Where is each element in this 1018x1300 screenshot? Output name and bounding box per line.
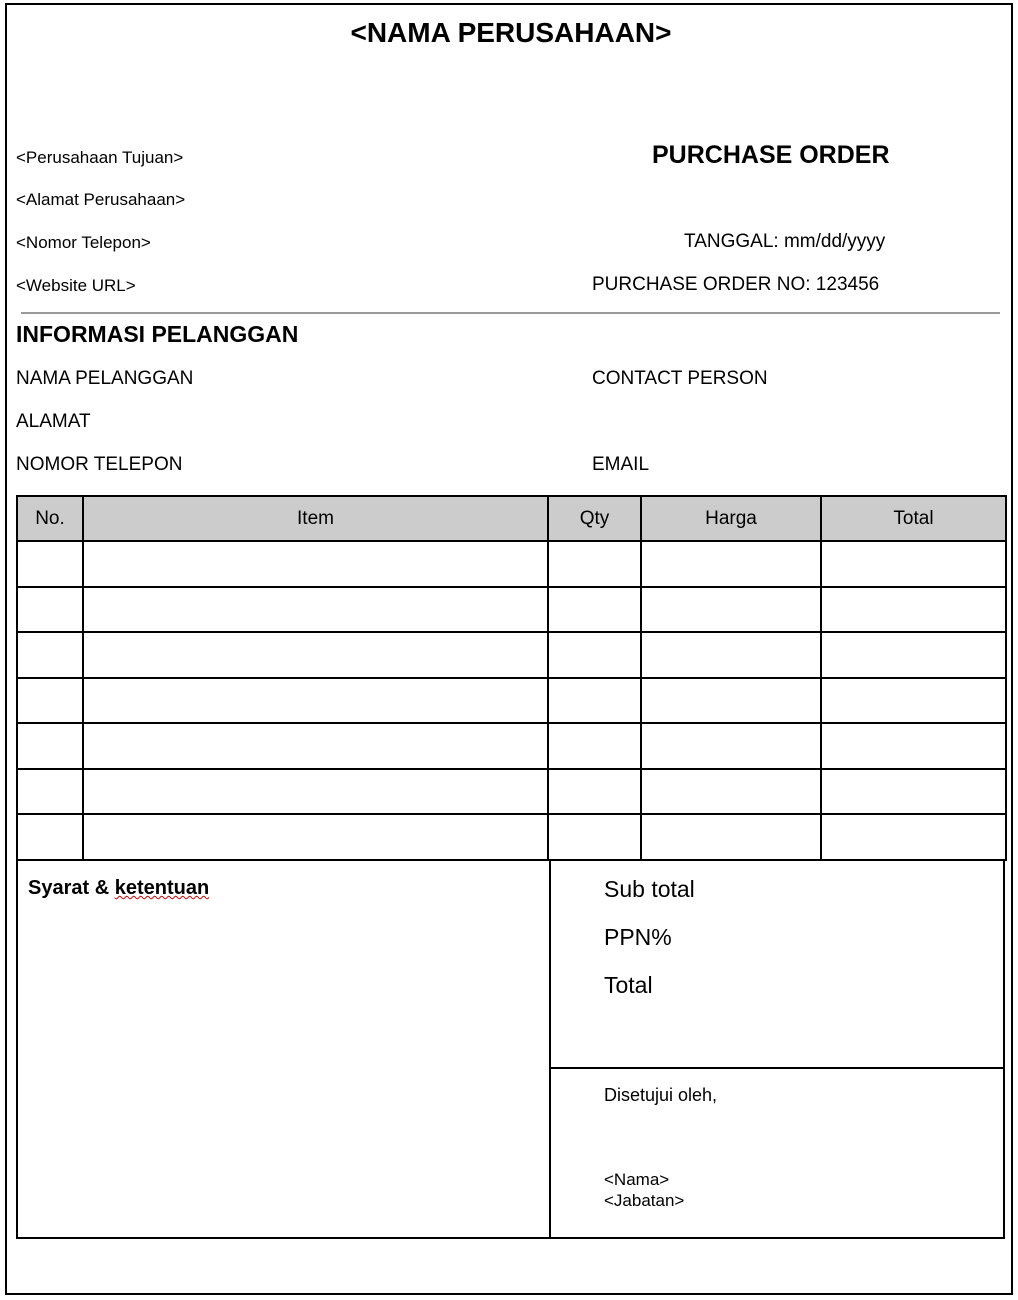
document-title: PURCHASE ORDER [652,141,890,169]
table-cell[interactable] [821,678,1006,724]
recipient-address: <Alamat Perusahaan> [16,190,186,209]
table-cell[interactable] [641,587,821,633]
table-cell[interactable] [83,769,548,815]
table-cell[interactable] [17,769,83,815]
table-cell[interactable] [83,587,548,633]
customer-phone-label: NOMOR TELEPON [16,454,183,475]
column-header-price: Harga [641,496,821,541]
table-row [17,678,1006,724]
table-cell[interactable] [641,769,821,815]
tax-label: PPN% [604,924,672,950]
table-cell[interactable] [17,632,83,678]
company-name: <NAMA PERUSAHAAN> [350,17,672,48]
table-cell[interactable] [821,723,1006,769]
terms-label-spellcheck-word: ketentuan [114,877,210,899]
column-header-item: Item [83,496,548,541]
table-cell[interactable] [821,541,1006,587]
table-cell[interactable] [17,541,83,587]
table-cell[interactable] [548,723,641,769]
table-cell[interactable] [641,723,821,769]
table-cell[interactable] [548,632,641,678]
table-cell[interactable] [83,723,548,769]
table-row [17,632,1006,678]
customer-section-title: INFORMASI PELANGGAN [16,321,299,347]
table-cell[interactable] [641,678,821,724]
table-cell[interactable] [17,587,83,633]
order-date: TANGGAL: mm/dd/yyyy [684,231,886,252]
customer-address-label: ALAMAT [16,411,91,432]
approver-position: <Jabatan> [604,1191,685,1210]
table-cell[interactable] [83,632,548,678]
total-label: Total [604,972,653,998]
recipient-website: <Website URL> [16,276,136,295]
table-cell[interactable] [17,678,83,724]
table-row [17,769,1006,815]
table-cell[interactable] [548,587,641,633]
table-cell[interactable] [821,814,1006,860]
table-cell[interactable] [83,541,548,587]
items-table-header [17,496,1006,541]
column-header-no: No. [17,496,83,541]
terms-and-conditions-label [28,877,209,900]
table-cell[interactable] [548,769,641,815]
customer-email-label: EMAIL [592,454,650,475]
table-cell[interactable] [641,814,821,860]
header-divider [21,312,1000,314]
recipient-phone: <Nomor Telepon> [16,233,151,252]
approver-name: <Nama> [604,1170,670,1189]
items-table [16,495,1007,861]
column-header-total: Total [821,496,1006,541]
table-row [17,587,1006,633]
table-cell[interactable] [83,678,548,724]
table-cell[interactable] [821,632,1006,678]
recipient-company: <Perusahaan Tujuan> [16,148,184,167]
contact-person-label: CONTACT PERSON [592,368,768,389]
table-cell[interactable] [83,814,548,860]
table-row [17,541,1006,587]
table-cell[interactable] [548,814,641,860]
table-row [17,723,1006,769]
table-cell[interactable] [821,587,1006,633]
table-cell[interactable] [641,541,821,587]
subtotal-label: Sub total [604,876,695,902]
column-header-qty: Qty [548,496,641,541]
customer-name-label: NAMA PELANGGAN [16,368,194,389]
table-cell[interactable] [17,723,83,769]
table-cell[interactable] [548,541,641,587]
approval-divider [549,1067,1005,1069]
approval-label: Disetujui oleh, [604,1085,718,1105]
purchase-order-number: PURCHASE ORDER NO: 123456 [592,274,880,295]
table-cell[interactable] [17,814,83,860]
table-cell[interactable] [641,632,821,678]
table-cell[interactable] [821,769,1006,815]
table-row [17,814,1006,860]
summary-box [16,859,1005,1239]
terms-label-part: Syarat & [28,877,115,899]
purchase-order-page [5,3,1013,1295]
summary-vertical-divider [549,859,551,1237]
table-cell[interactable] [548,678,641,724]
